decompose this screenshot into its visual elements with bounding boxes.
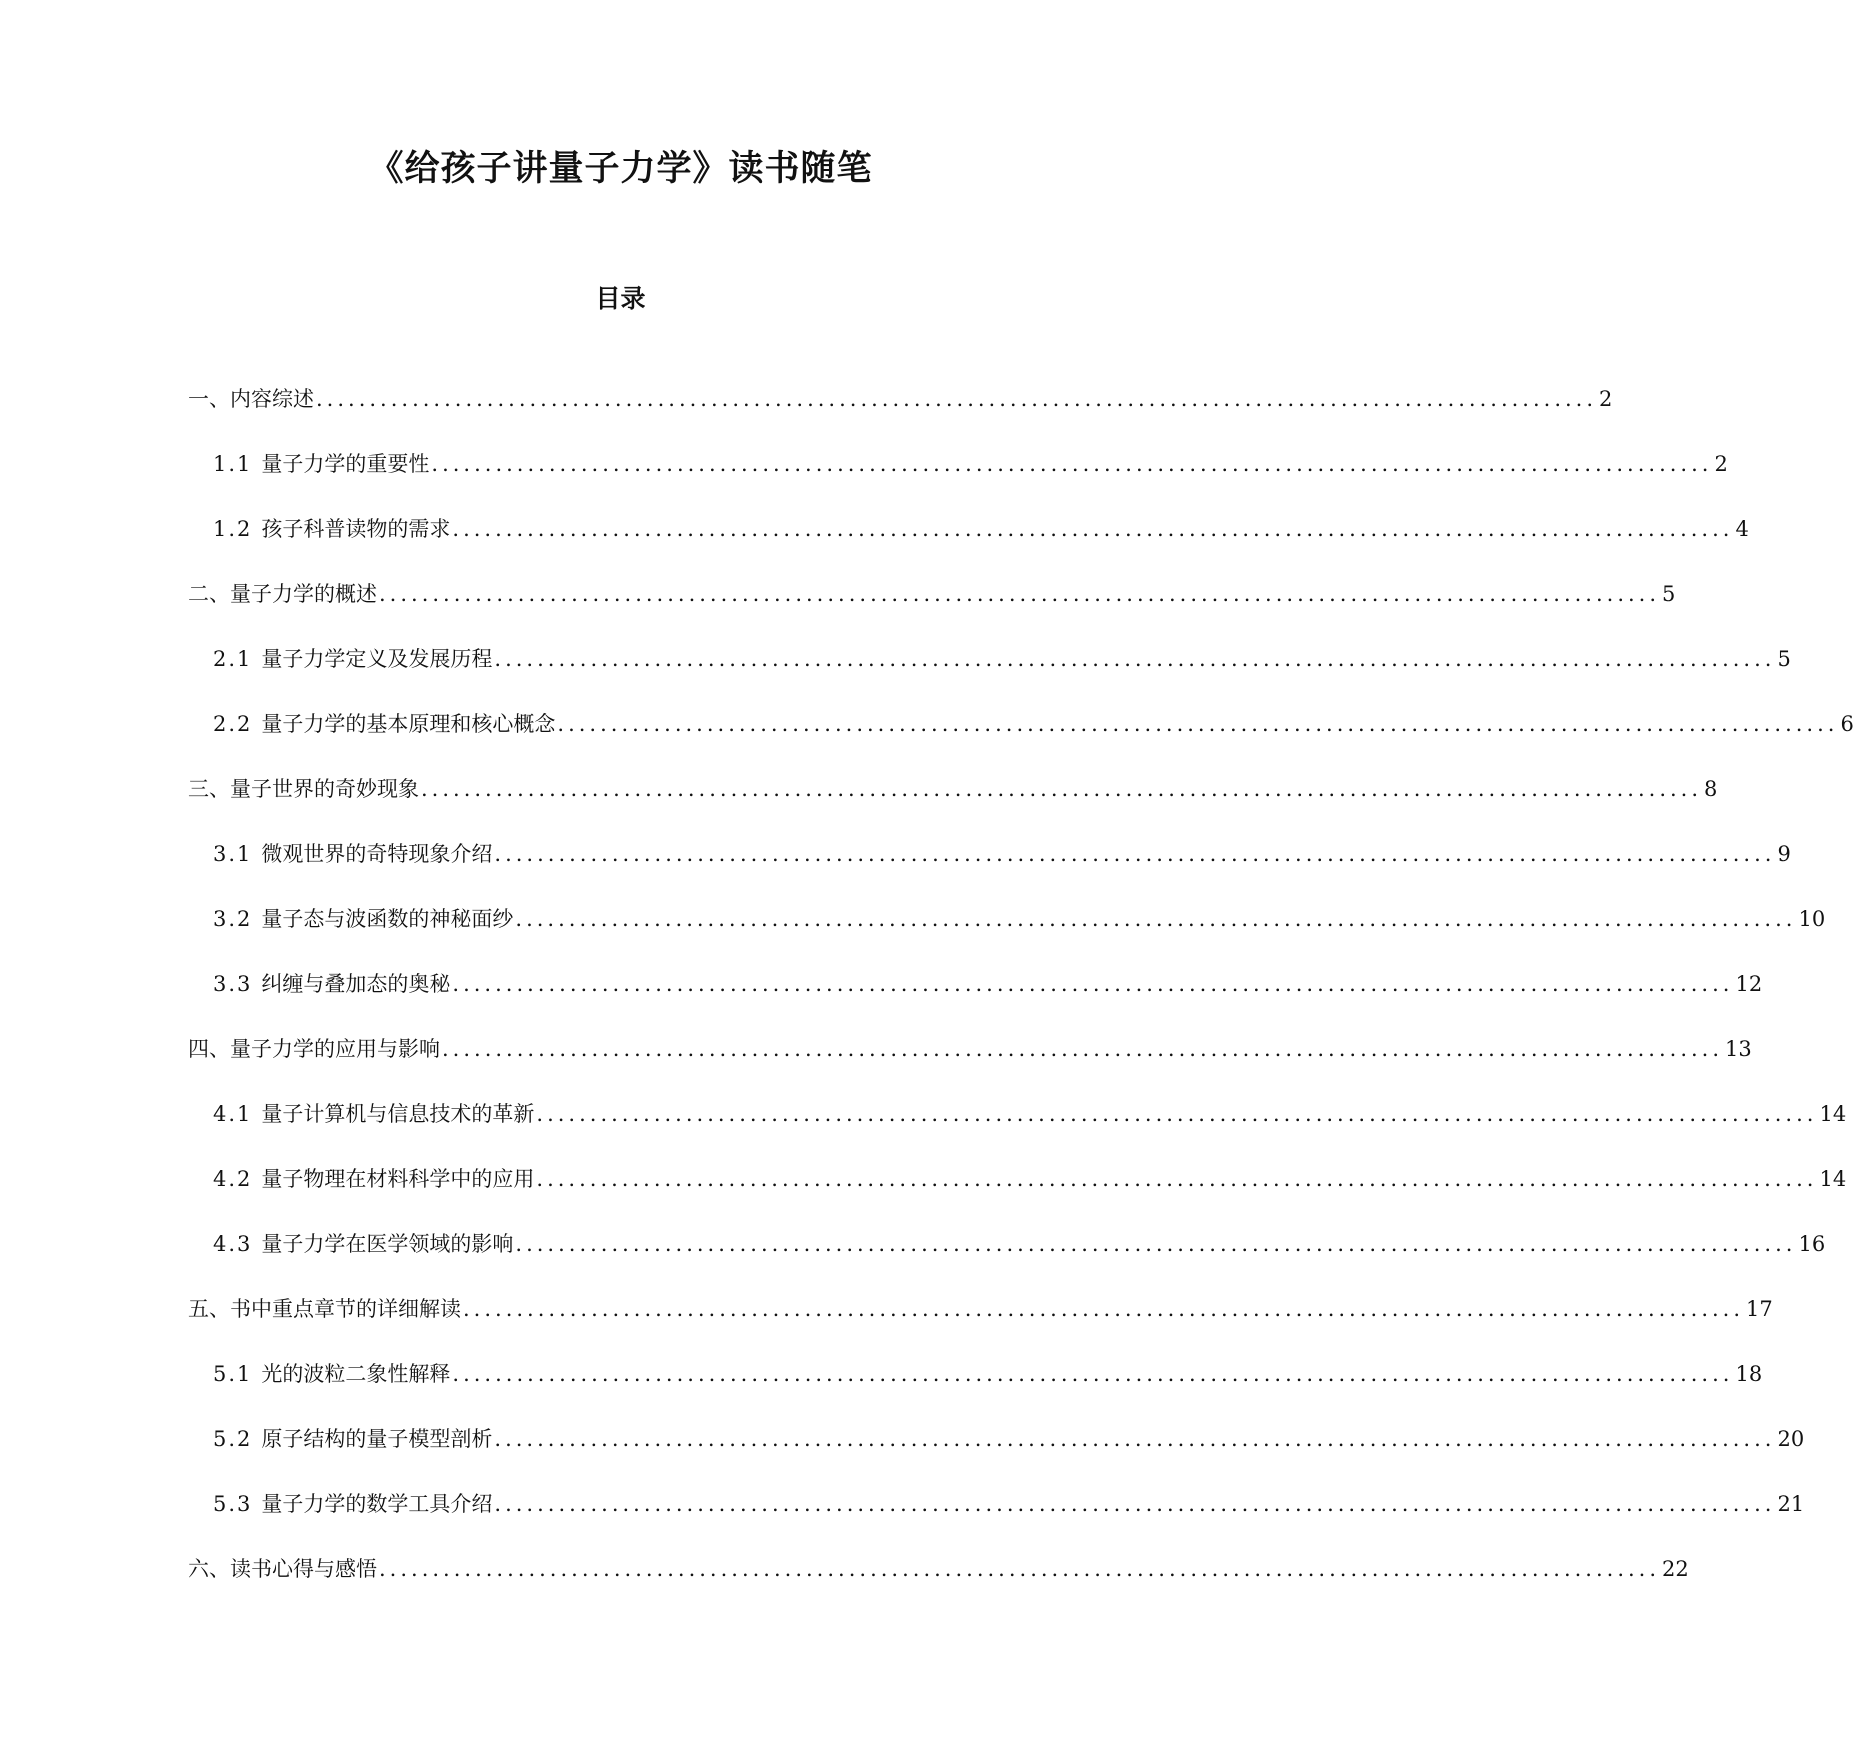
toc-page-number: 12	[1735, 972, 1763, 996]
toc-section-number: 3.3	[213, 972, 253, 996]
toc-entry-text	[213, 1359, 450, 1389]
toc-entry-label: 二、量子力学的概述	[188, 582, 377, 606]
toc-entry-label: 四、量子力学的应用与影响	[188, 1037, 440, 1061]
toc-dot-leader: ........................................................................................................................	[379, 582, 1661, 606]
toc-entry-label: 量子力学在医学领域的影响	[261, 1232, 514, 1256]
toc-page-number: 20	[1777, 1427, 1805, 1451]
toc-section-number: 1.2	[213, 517, 253, 541]
toc-dot-leader: ........................................................................................................................	[463, 1297, 1745, 1321]
toc-dot-leader: ........................................................................................................................	[515, 1232, 1797, 1256]
toc-entry-chapter[interactable]	[188, 384, 1613, 449]
toc-dot-leader: ........................................................................................................................	[379, 1557, 1661, 1581]
toc-page-number: 4	[1735, 517, 1749, 541]
toc-page-number: 2	[1714, 452, 1728, 476]
toc-page-number: 21	[1777, 1492, 1805, 1516]
toc-entry-text	[188, 774, 419, 804]
toc-entry-text	[213, 644, 492, 674]
toc-entry-label: 量子计算机与信息技术的革新	[261, 1102, 535, 1126]
toc-entry-chapter[interactable]	[188, 1554, 1689, 1619]
toc-entry-label: 纠缠与叠加态的奥秘	[261, 972, 451, 996]
toc-section-number: 3.2	[213, 907, 253, 931]
toc-entry-text	[188, 1554, 377, 1584]
document-title: 《给孩子讲量子力学》读书随笔	[368, 149, 873, 189]
toc-section-number: 5.1	[213, 1362, 253, 1386]
toc-dot-leader: ........................................................................................................................	[557, 712, 1839, 736]
toc-entry-text	[213, 1229, 513, 1259]
toc-entry-section[interactable]	[188, 1424, 1805, 1489]
toc-page-number: 6	[1840, 712, 1854, 736]
toc-entry-label: 微观世界的奇特现象介绍	[261, 842, 493, 866]
toc-dot-leader: ........................................................................................................................	[442, 1037, 1724, 1061]
toc-section-number: 5.3	[213, 1492, 253, 1516]
toc-entry-label: 量子力学定义及发展历程	[261, 647, 493, 671]
toc-page-number: 13	[1725, 1037, 1752, 1061]
toc-section-number: 3.1	[213, 842, 253, 866]
toc-dot-leader: ........................................................................................................................	[421, 777, 1703, 801]
toc-entry-text	[213, 969, 450, 999]
toc-entry-chapter[interactable]	[188, 1034, 1752, 1099]
toc-page-number: 2	[1599, 387, 1613, 411]
toc-entry-text	[188, 579, 377, 609]
toc-dot-leader: ........................................................................................................................	[494, 1427, 1776, 1451]
toc-dot-leader: ........................................................................................................................	[494, 1492, 1776, 1516]
toc-dot-leader: ........................................................................................................................	[316, 387, 1598, 411]
toc-entry-text	[213, 709, 555, 739]
toc-entry-section[interactable]	[188, 839, 1791, 904]
toc-entry-text	[213, 514, 450, 544]
toc-section-number: 4.2	[213, 1167, 253, 1191]
toc-entry-label: 原子结构的量子模型剖析	[261, 1427, 493, 1451]
toc-entry-text	[213, 1489, 492, 1519]
toc-dot-leader: ........................................................................................................................	[452, 972, 1734, 996]
toc-dot-leader: ........................................................................................................................	[536, 1167, 1818, 1191]
toc-entry-text	[213, 1099, 534, 1129]
toc-entry-label: 六、读书心得与感悟	[188, 1557, 377, 1581]
toc-section-number: 2.1	[213, 647, 253, 671]
toc-heading: 目录	[595, 284, 646, 313]
toc-entry-chapter[interactable]	[188, 1294, 1773, 1359]
toc-entry-section[interactable]	[188, 449, 1728, 514]
toc-entry-label: 量子力学的基本原理和核心概念	[261, 712, 556, 736]
toc-page-number: 14	[1819, 1102, 1847, 1126]
toc-section-number: 1.1	[213, 452, 253, 476]
toc-entry-label: 量子物理在材料科学中的应用	[261, 1167, 535, 1191]
toc-entry-section[interactable]	[188, 1229, 1826, 1294]
toc-section-number: 4.1	[213, 1102, 253, 1126]
table-of-contents	[188, 384, 1854, 1619]
toc-dot-leader: ........................................................................................................................	[515, 907, 1797, 931]
toc-entry-text	[213, 1424, 492, 1454]
toc-page-number: 17	[1746, 1297, 1773, 1321]
toc-entry-text	[188, 1294, 461, 1324]
toc-dot-leader: ........................................................................................................................	[494, 842, 1776, 866]
toc-page-number: 5	[1777, 647, 1791, 671]
toc-entry-text	[213, 904, 513, 934]
toc-entry-label: 孩子科普读物的需求	[261, 517, 451, 541]
toc-entry-section[interactable]	[188, 514, 1749, 579]
toc-entry-section[interactable]	[188, 969, 1763, 1034]
toc-entry-chapter[interactable]	[188, 579, 1676, 644]
toc-entry-text	[188, 384, 314, 414]
toc-entry-label: 量子态与波函数的神秘面纱	[261, 907, 514, 931]
toc-page-number: 22	[1662, 1557, 1689, 1581]
toc-entry-section[interactable]	[188, 709, 1854, 774]
toc-entry-label: 三、量子世界的奇妙现象	[188, 777, 419, 801]
toc-entry-text	[188, 1034, 440, 1064]
toc-entry-label: 一、内容综述	[188, 387, 314, 411]
toc-entry-label: 五、书中重点章节的详细解读	[188, 1297, 461, 1321]
toc-entry-section[interactable]	[188, 1489, 1805, 1554]
toc-entry-label: 光的波粒二象性解释	[261, 1362, 451, 1386]
toc-section-number: 4.3	[213, 1232, 253, 1256]
toc-entry-chapter[interactable]	[188, 774, 1718, 839]
toc-entry-label: 量子力学的数学工具介绍	[261, 1492, 493, 1516]
toc-page-number: 18	[1735, 1362, 1763, 1386]
toc-entry-text	[213, 839, 492, 869]
toc-page-number: 9	[1777, 842, 1791, 866]
toc-dot-leader: ........................................................................................................................	[494, 647, 1776, 671]
toc-page-number: 5	[1662, 582, 1676, 606]
toc-dot-leader: ........................................................................................................................	[431, 452, 1713, 476]
toc-entry-section[interactable]	[188, 1359, 1763, 1424]
toc-section-number: 2.2	[213, 712, 253, 736]
toc-section-number: 5.2	[213, 1427, 253, 1451]
toc-entry-label: 量子力学的重要性	[261, 452, 430, 476]
toc-page-number: 16	[1798, 1232, 1826, 1256]
toc-page-number: 10	[1798, 907, 1826, 931]
toc-entry-section[interactable]	[188, 1099, 1847, 1164]
toc-page-number: 8	[1704, 777, 1718, 801]
toc-entry-text	[213, 1164, 534, 1194]
toc-entry-section[interactable]	[188, 904, 1826, 969]
toc-dot-leader: ........................................................................................................................	[452, 517, 1734, 541]
toc-entry-section[interactable]	[188, 644, 1791, 709]
toc-entry-section[interactable]	[188, 1164, 1847, 1229]
toc-dot-leader: ........................................................................................................................	[536, 1102, 1818, 1126]
toc-entry-text	[213, 449, 429, 479]
toc-page-number: 14	[1819, 1167, 1847, 1191]
toc-dot-leader: ........................................................................................................................	[452, 1362, 1734, 1386]
